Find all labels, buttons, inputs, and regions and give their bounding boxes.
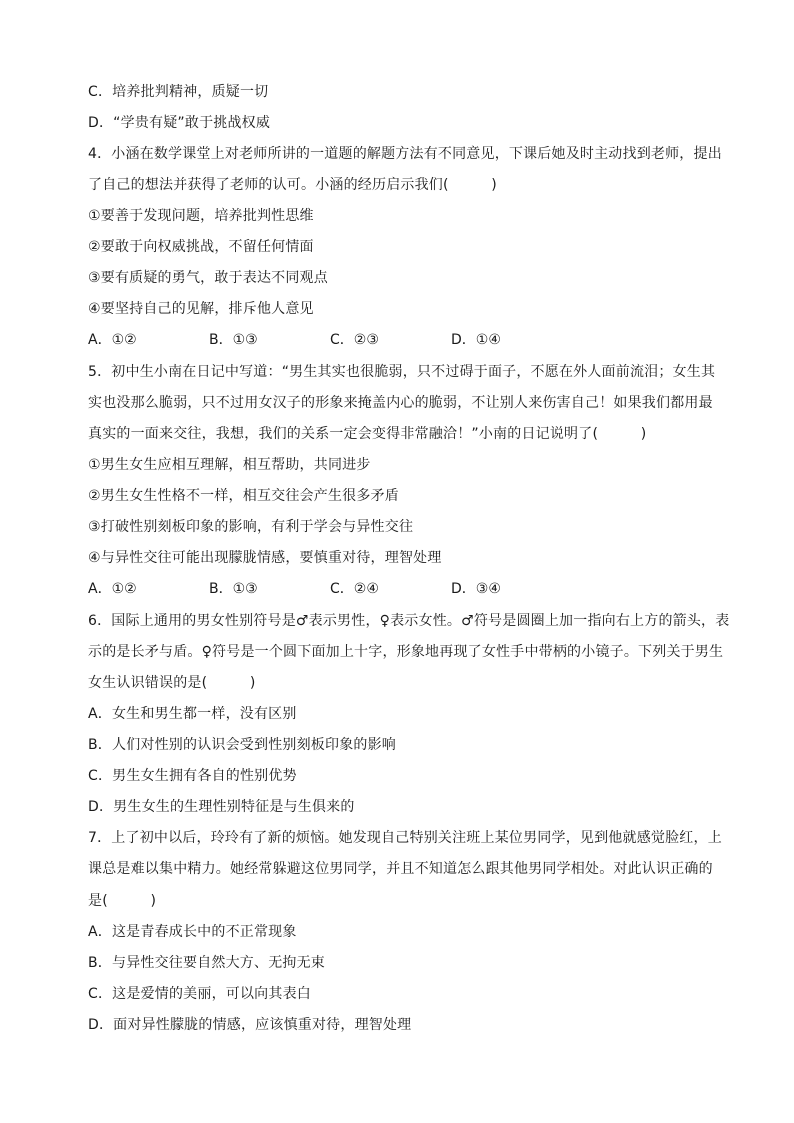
q5-option-c: C．②④ [330, 581, 379, 597]
q4-option-c: C．②③ [330, 332, 379, 348]
q6-option-c: C．男生女生拥有各自的性别优势 [88, 768, 297, 784]
q5-option-a: A．①② [88, 581, 137, 597]
q6-option-b: B．人们对性别的认识会受到性别刻板印象的影响 [88, 737, 397, 753]
q4-option-a: A．①② [88, 332, 137, 348]
q4-option-b: B．①③ [209, 332, 258, 348]
q5-stem-line1: 5．初中生小南在日记中写道：“男生其实也很脆弱，只不过碍于面子，不愿在外人面前流泪；女生其 [88, 364, 716, 380]
q5-item-1: ①男生女生应相互理解，相互帮助，共同进步 [88, 457, 371, 473]
q5-item-2: ②男生女生性格不一样，相互交往会产生很多矛盾 [88, 488, 399, 504]
q4-stem-line1: 4．小涵在数学课堂上对老师所讲的一道题的解题方法有不同意见，下课后她及时主动找到老师，提出 [88, 146, 722, 162]
q5-stem-line2: 实也没那么脆弱，只不过用女汉子的形象来掩盖内心的脆弱，不让别人来伤害自己！如果我们都用最 [88, 395, 713, 411]
q6-stem-line1: 6．国际上通用的男女性别符号是♂表示男性，♀表示女性。♂符号是圆圈上加一指向右上方的箭头，表 [88, 613, 730, 629]
q5-option-d: D．③④ [451, 581, 501, 597]
q6-option-d: D．男生女生的生理性别特征是与生俱来的 [88, 799, 355, 815]
q4-item-1: ①要善于发现问题，培养批判性思维 [88, 208, 314, 224]
q4-item-3: ③要有质疑的勇气，敢于表达不同观点 [88, 270, 328, 286]
q6-option-a: A．女生和男生都一样，没有区别 [88, 706, 297, 722]
q7-stem-line2: 课总是难以集中精力。她经常躲避这位男同学，并且不知道怎么跟其他男同学相处。对此认识正确的 [88, 861, 713, 877]
q5-item-4: ④与异性交往可能出现朦胧情感，要慎重对待，理智处理 [88, 550, 442, 566]
q7-stem-line3: 是( ) [88, 893, 157, 909]
q6-stem-line3: 女生认识错误的是( ) [88, 675, 256, 691]
q5-item-3: ③打破性别刻板印象的影响，有利于学会与异性交往 [88, 519, 414, 535]
q5-stem-line3: 真实的一面来交往，我想，我们的关系一定会变得非常融洽！”小南的日记说明了( ) [88, 426, 647, 442]
q7-option-a: A．这是青春成长中的不正常现象 [88, 924, 297, 940]
q7-option-b: B．与异性交往要自然大方、无拘无束 [88, 955, 326, 971]
q4-item-4: ④要坚持自己的见解，排斥他人意见 [88, 301, 314, 317]
q7-option-c: C．这是爱情的美丽，可以向其表白 [88, 986, 311, 1002]
q3-option-d: D．“学贵有疑”敢于挑战权威 [88, 115, 271, 131]
q7-stem-line1: 7．上了初中以后，玲玲有了新的烦恼。她发现自己特别关注班上某位男同学，见到他就感觉脸红，上 [88, 830, 722, 846]
q3-option-c: C．培养批判精神，质疑一切 [88, 84, 269, 100]
q7-option-d: D．面对异性朦胧的情感，应该慎重对待，理智处理 [88, 1017, 412, 1033]
q6-stem-line2: 示的是长矛与盾。♀符号是一个圆下面加上十字，形象地再现了女性手中带柄的小镜子。下列关于男生 [88, 644, 724, 660]
q5-option-b: B．①③ [209, 581, 258, 597]
q4-stem-line2: 了自己的想法并获得了老师的认可。小涵的经历启示我们( ) [88, 177, 497, 193]
q4-item-2: ②要敢于向权威挑战，不留任何情面 [88, 239, 314, 255]
q4-option-d: D．①④ [451, 332, 501, 348]
